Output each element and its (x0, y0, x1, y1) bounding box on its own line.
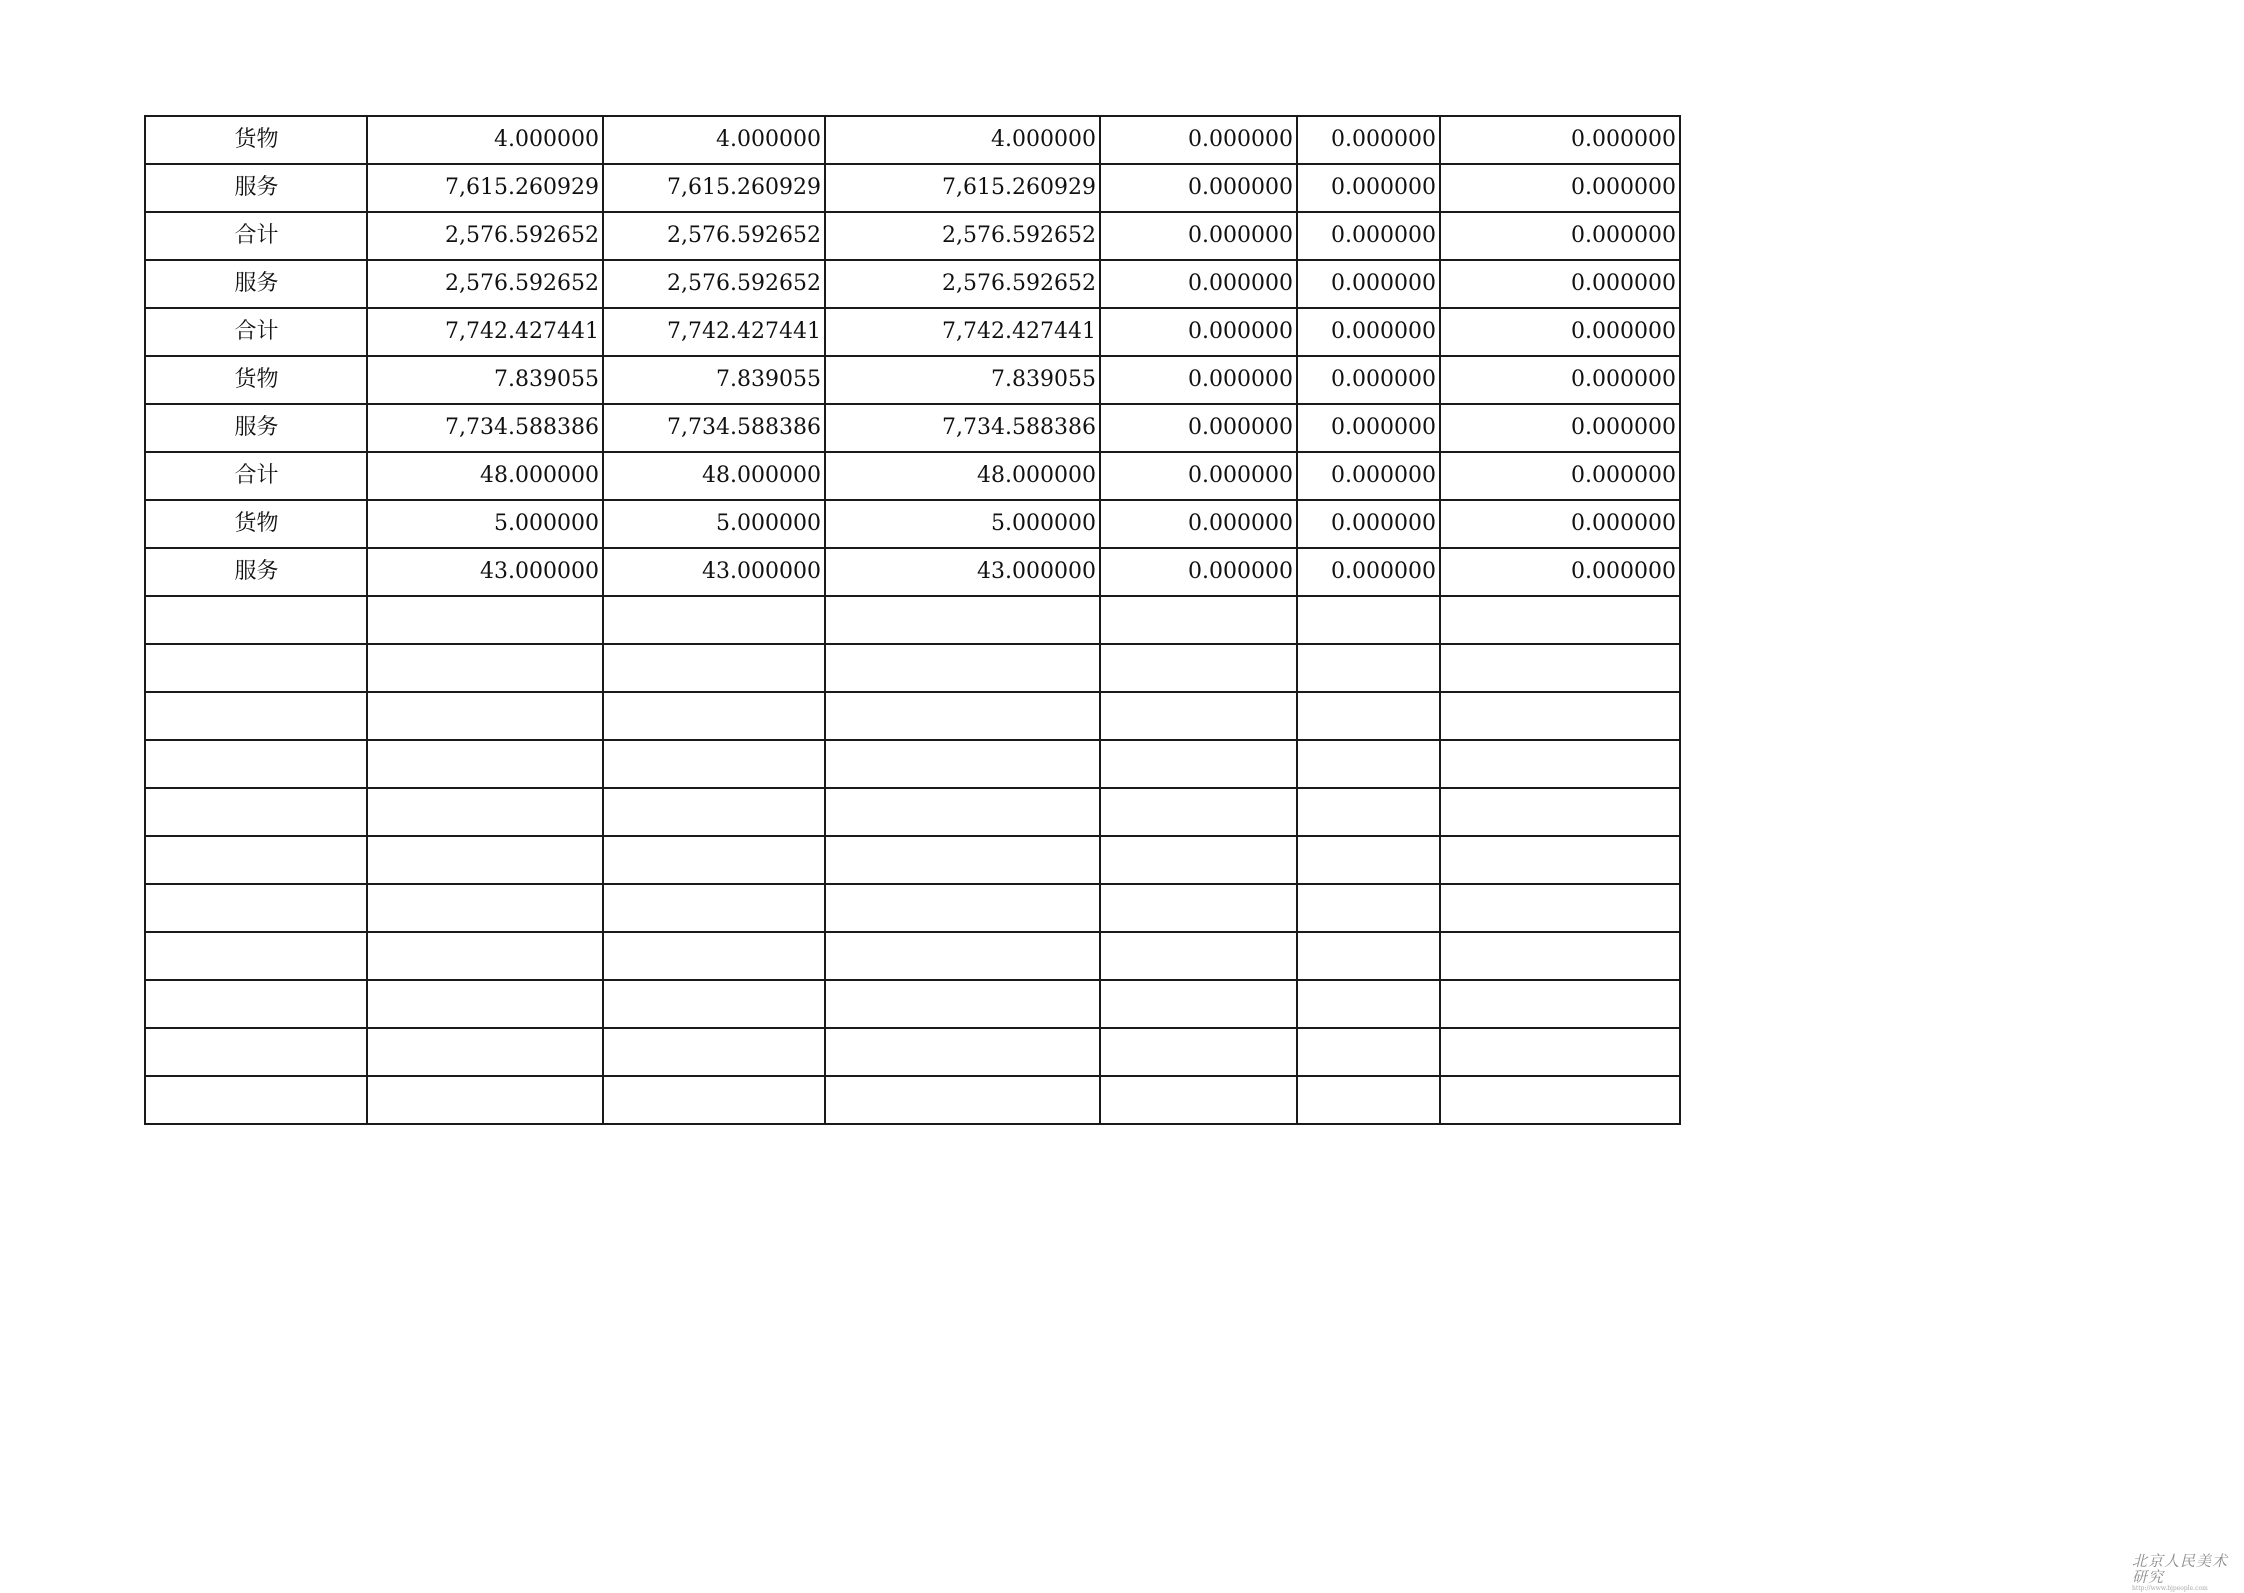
value-cell: 7.839055 (603, 356, 825, 404)
value-cell: 2,576.592652 (603, 260, 825, 308)
empty-cell (1297, 596, 1440, 644)
empty-cell (367, 644, 603, 692)
empty-cell (603, 836, 825, 884)
row-label-cell: 合计 (145, 452, 367, 500)
empty-cell (367, 788, 603, 836)
empty-cell (1100, 644, 1297, 692)
empty-table-row (145, 884, 1680, 932)
value-cell: 7,742.427441 (367, 308, 603, 356)
value-cell: 2,576.592652 (603, 212, 825, 260)
empty-cell (825, 1028, 1100, 1076)
empty-cell (1440, 596, 1680, 644)
empty-cell (825, 596, 1100, 644)
value-cell: 7,615.260929 (825, 164, 1100, 212)
empty-cell (367, 1028, 603, 1076)
empty-cell (603, 980, 825, 1028)
value-cell: 4.000000 (603, 116, 825, 164)
empty-cell (603, 932, 825, 980)
empty-cell (1440, 932, 1680, 980)
row-label-cell: 合计 (145, 308, 367, 356)
empty-cell (603, 740, 825, 788)
empty-cell (1440, 1076, 1680, 1124)
value-cell: 2,576.592652 (825, 260, 1100, 308)
empty-cell (825, 1076, 1100, 1124)
table-row (145, 500, 1680, 548)
table-body (145, 116, 1680, 1124)
value-cell: 0.000000 (1100, 260, 1297, 308)
empty-cell (367, 596, 603, 644)
value-cell: 0.000000 (1100, 452, 1297, 500)
value-cell: 48.000000 (367, 452, 603, 500)
table-row (145, 404, 1680, 452)
row-label-cell: 服务 (145, 164, 367, 212)
empty-cell (603, 644, 825, 692)
empty-cell (367, 692, 603, 740)
empty-cell (1440, 884, 1680, 932)
value-cell: 0.000000 (1297, 308, 1440, 356)
value-cell: 0.000000 (1440, 452, 1680, 500)
empty-cell (1297, 932, 1440, 980)
table-row (145, 212, 1680, 260)
empty-cell (1440, 836, 1680, 884)
empty-cell (367, 980, 603, 1028)
value-cell: 2,576.592652 (367, 212, 603, 260)
value-cell: 0.000000 (1297, 164, 1440, 212)
empty-cell (367, 884, 603, 932)
row-label-cell: 货物 (145, 356, 367, 404)
row-label-cell: 货物 (145, 116, 367, 164)
value-cell: 0.000000 (1440, 356, 1680, 404)
table-row (145, 116, 1680, 164)
empty-cell (1440, 980, 1680, 1028)
value-cell: 0.000000 (1100, 164, 1297, 212)
row-label-cell: 货物 (145, 500, 367, 548)
empty-cell (1100, 1076, 1297, 1124)
empty-cell (1100, 980, 1297, 1028)
value-cell: 48.000000 (603, 452, 825, 500)
empty-cell (603, 1076, 825, 1124)
empty-cell (1440, 644, 1680, 692)
row-label-cell: 服务 (145, 260, 367, 308)
empty-cell (603, 1028, 825, 1076)
empty-cell (1100, 1028, 1297, 1076)
table-row (145, 356, 1680, 404)
value-cell: 7.839055 (367, 356, 603, 404)
value-cell: 0.000000 (1440, 548, 1680, 596)
empty-table-row (145, 836, 1680, 884)
empty-cell (1297, 740, 1440, 788)
empty-table-row (145, 596, 1680, 644)
empty-cell (825, 740, 1100, 788)
empty-cell (825, 932, 1100, 980)
value-cell: 5.000000 (825, 500, 1100, 548)
empty-cell (825, 644, 1100, 692)
empty-table-row (145, 692, 1680, 740)
value-cell: 0.000000 (1440, 308, 1680, 356)
empty-cell (1100, 932, 1297, 980)
empty-cell (1297, 1076, 1440, 1124)
table-row (145, 164, 1680, 212)
watermark (2132, 1552, 2240, 1592)
watermark-text: 北京人民美术研究 (2132, 1552, 2229, 1586)
value-cell: 0.000000 (1297, 500, 1440, 548)
value-cell: 43.000000 (367, 548, 603, 596)
value-cell: 7,734.588386 (825, 404, 1100, 452)
empty-cell (367, 932, 603, 980)
row-label-cell: 合计 (145, 212, 367, 260)
empty-table-row (145, 1028, 1680, 1076)
value-cell: 5.000000 (603, 500, 825, 548)
empty-cell (1100, 692, 1297, 740)
value-cell: 0.000000 (1100, 548, 1297, 596)
empty-cell (603, 788, 825, 836)
empty-cell (825, 980, 1100, 1028)
empty-table-row (145, 644, 1680, 692)
empty-cell (603, 692, 825, 740)
empty-cell (1440, 740, 1680, 788)
value-cell: 7,742.427441 (603, 308, 825, 356)
empty-cell (145, 932, 367, 980)
empty-cell (1440, 1028, 1680, 1076)
value-cell: 0.000000 (1297, 212, 1440, 260)
empty-cell (825, 788, 1100, 836)
value-cell: 0.000000 (1297, 452, 1440, 500)
empty-table-row (145, 788, 1680, 836)
value-cell: 4.000000 (825, 116, 1100, 164)
value-cell: 0.000000 (1440, 212, 1680, 260)
empty-cell (825, 884, 1100, 932)
empty-cell (1440, 788, 1680, 836)
empty-cell (603, 884, 825, 932)
value-cell: 0.000000 (1297, 260, 1440, 308)
value-cell: 0.000000 (1100, 500, 1297, 548)
value-cell: 7,734.588386 (367, 404, 603, 452)
value-cell: 0.000000 (1440, 500, 1680, 548)
empty-cell (145, 980, 367, 1028)
empty-cell (145, 692, 367, 740)
value-cell: 4.000000 (367, 116, 603, 164)
empty-cell (825, 836, 1100, 884)
watermark-subtext: http://www.bjpeople.com (2132, 1585, 2208, 1592)
value-cell: 48.000000 (825, 452, 1100, 500)
value-cell: 7,615.260929 (603, 164, 825, 212)
table-row (145, 548, 1680, 596)
empty-cell (1297, 980, 1440, 1028)
value-cell: 7.839055 (825, 356, 1100, 404)
empty-table-row (145, 932, 1680, 980)
value-cell: 7,734.588386 (603, 404, 825, 452)
empty-cell (145, 644, 367, 692)
value-cell: 2,576.592652 (367, 260, 603, 308)
value-cell: 0.000000 (1100, 404, 1297, 452)
empty-cell (145, 884, 367, 932)
value-cell: 5.000000 (367, 500, 603, 548)
table-row (145, 260, 1680, 308)
empty-cell (367, 740, 603, 788)
value-cell: 0.000000 (1297, 548, 1440, 596)
table-row (145, 452, 1680, 500)
value-cell: 0.000000 (1100, 116, 1297, 164)
empty-cell (1297, 788, 1440, 836)
value-cell: 0.000000 (1440, 260, 1680, 308)
empty-cell (145, 596, 367, 644)
empty-table-row (145, 980, 1680, 1028)
value-cell: 2,576.592652 (825, 212, 1100, 260)
value-cell: 0.000000 (1440, 164, 1680, 212)
empty-table-row (145, 1076, 1680, 1124)
empty-cell (1297, 644, 1440, 692)
empty-cell (1297, 692, 1440, 740)
empty-cell (1100, 788, 1297, 836)
empty-cell (1440, 692, 1680, 740)
value-cell: 7,742.427441 (825, 308, 1100, 356)
empty-cell (1100, 596, 1297, 644)
empty-cell (145, 1028, 367, 1076)
empty-cell (1100, 740, 1297, 788)
value-cell: 7,615.260929 (367, 164, 603, 212)
empty-cell (825, 692, 1100, 740)
empty-cell (145, 788, 367, 836)
table-row (145, 308, 1680, 356)
value-cell: 0.000000 (1297, 116, 1440, 164)
empty-cell (1297, 1028, 1440, 1076)
empty-table-row (145, 740, 1680, 788)
empty-cell (1100, 836, 1297, 884)
value-cell: 43.000000 (825, 548, 1100, 596)
value-cell: 0.000000 (1440, 404, 1680, 452)
value-cell: 0.000000 (1100, 212, 1297, 260)
value-cell: 43.000000 (603, 548, 825, 596)
value-cell: 0.000000 (1100, 356, 1297, 404)
row-label-cell: 服务 (145, 404, 367, 452)
value-cell: 0.000000 (1100, 308, 1297, 356)
value-cell: 0.000000 (1297, 404, 1440, 452)
empty-cell (145, 740, 367, 788)
empty-cell (145, 1076, 367, 1124)
empty-cell (367, 1076, 603, 1124)
empty-cell (367, 836, 603, 884)
empty-cell (1100, 884, 1297, 932)
empty-cell (1297, 884, 1440, 932)
empty-cell (145, 836, 367, 884)
value-cell: 0.000000 (1440, 116, 1680, 164)
value-cell: 0.000000 (1297, 356, 1440, 404)
row-label-cell: 服务 (145, 548, 367, 596)
data-table (144, 115, 1681, 1125)
empty-cell (1297, 836, 1440, 884)
empty-cell (603, 596, 825, 644)
